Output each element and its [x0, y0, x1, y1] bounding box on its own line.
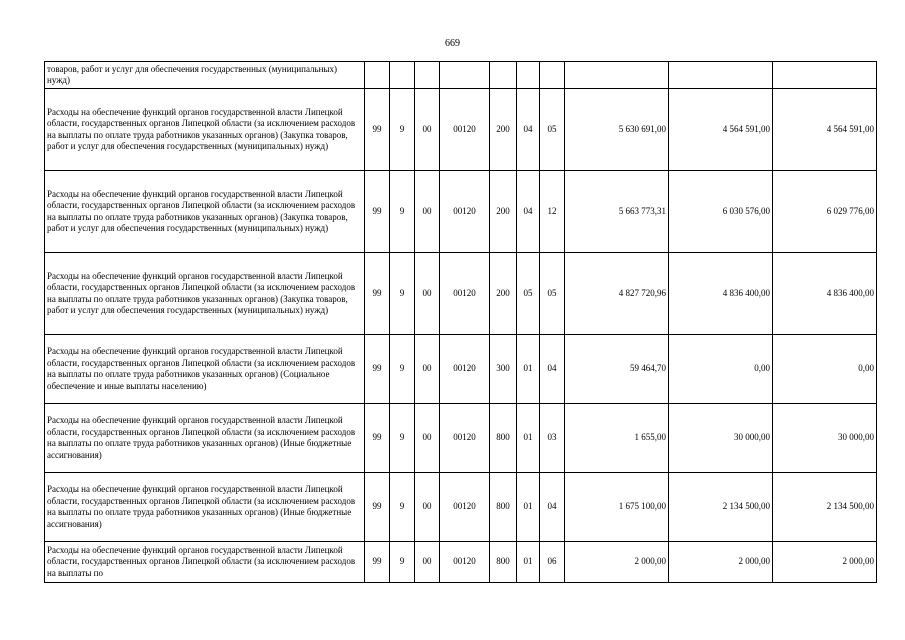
- section-code-cell: 01: [517, 335, 540, 404]
- expense-type-cell: 800: [490, 404, 517, 473]
- row-description: Расходы на обеспечение функций органов государственной власти Липецкой области, государственных органов Липецкой области (за исключением расходов на выплаты по оплате труда работников указанных органов) (Иные бюджетные ассигнования): [45, 473, 365, 542]
- amount-cell-1: 1 675 100,00: [565, 473, 669, 542]
- expense-type-cell: 800: [490, 542, 517, 583]
- direction-code-cell: 00120: [440, 473, 490, 542]
- program-code-cell: 99: [365, 473, 390, 542]
- budget-table: [44, 61, 877, 583]
- section-code-cell: 04: [517, 89, 540, 171]
- amount-cell-3: 2 000,00: [773, 542, 877, 583]
- direction-code-cell: 00120: [440, 171, 490, 253]
- subsection-code-cell: 05: [540, 253, 565, 335]
- amount-cell-1: 59 464,70: [565, 335, 669, 404]
- expense-type-cell: 300: [490, 335, 517, 404]
- amount-cell-3: 6 029 776,00: [773, 171, 877, 253]
- subprogram-code-cell: 9: [390, 404, 415, 473]
- amount-cell-3: 4 836 400,00: [773, 253, 877, 335]
- table-row: [45, 335, 877, 404]
- expense-type-cell: 200: [490, 253, 517, 335]
- direction-code-cell: 00120: [440, 89, 490, 171]
- table-row: [45, 171, 877, 253]
- subprogram-code-cell: 9: [390, 171, 415, 253]
- subsection-code-cell: 05: [540, 89, 565, 171]
- section-code-cell: 01: [517, 542, 540, 583]
- expense-type-cell: 800: [490, 473, 517, 542]
- main-event-code-cell: 00: [415, 542, 440, 583]
- section-code-cell: 05: [517, 253, 540, 335]
- direction-code-cell: 00120: [440, 335, 490, 404]
- program-code-cell: 99: [365, 404, 390, 473]
- amount-cell-1: 1 655,00: [565, 404, 669, 473]
- expense-type-cell: [490, 62, 517, 89]
- main-event-code-cell: [415, 62, 440, 89]
- subprogram-code-cell: [390, 62, 415, 89]
- table-row: [45, 62, 877, 89]
- row-description: товаров, работ и услуг для обеспечения государственных (муниципальных) нужд): [45, 62, 365, 89]
- table-row: [45, 253, 877, 335]
- amount-cell-1: 4 827 720,96: [565, 253, 669, 335]
- direction-code-cell: 00120: [440, 253, 490, 335]
- amount-cell-1: 2 000,00: [565, 542, 669, 583]
- amount-cell-2: 0,00: [669, 335, 773, 404]
- row-description: Расходы на обеспечение функций органов государственной власти Липецкой области, государственных органов Липецкой области (за исключением расходов на выплаты по оплате труда работников указанных органов) (Социальное обеспечение и иные выплаты населению): [45, 335, 365, 404]
- amount-cell-2: 2 134 500,00: [669, 473, 773, 542]
- section-code-cell: 01: [517, 404, 540, 473]
- amount-cell-3: 4 564 591,00: [773, 89, 877, 171]
- amount-cell-3: [773, 62, 877, 89]
- expense-type-cell: 200: [490, 171, 517, 253]
- main-event-code-cell: 00: [415, 171, 440, 253]
- amount-cell-2: 6 030 576,00: [669, 171, 773, 253]
- subsection-code-cell: 06: [540, 542, 565, 583]
- subprogram-code-cell: 9: [390, 542, 415, 583]
- amount-cell-3: 30 000,00: [773, 404, 877, 473]
- subsection-code-cell: 04: [540, 335, 565, 404]
- direction-code-cell: 00120: [440, 404, 490, 473]
- row-description: Расходы на обеспечение функций органов государственной власти Липецкой области, государственных органов Липецкой области (за исключением расходов на выплаты по оплате труда работников указанных органов) (Закупка товаров, работ и услуг для обеспечения государственных (муниципальных) нужд): [45, 171, 365, 253]
- main-event-code-cell: 00: [415, 253, 440, 335]
- amount-cell-2: 4 564 591,00: [669, 89, 773, 171]
- subsection-code-cell: 03: [540, 404, 565, 473]
- program-code-cell: [365, 62, 390, 89]
- amount-cell-2: 30 000,00: [669, 404, 773, 473]
- section-code-cell: [517, 62, 540, 89]
- amount-cell-3: 2 134 500,00: [773, 473, 877, 542]
- amount-cell-1: 5 663 773,31: [565, 171, 669, 253]
- page-number: 669: [445, 38, 460, 49]
- table-row: [45, 473, 877, 542]
- table-row: [45, 89, 877, 171]
- program-code-cell: 99: [365, 171, 390, 253]
- amount-cell-1: 5 630 691,00: [565, 89, 669, 171]
- row-description: Расходы на обеспечение функций органов государственной власти Липецкой области, государственных органов Липецкой области (за исключением расходов на выплаты по оплате труда работников указанных органов) (Закупка товаров, работ и услуг для обеспечения государственных (муниципальных) нужд): [45, 89, 365, 171]
- program-code-cell: 99: [365, 542, 390, 583]
- amount-cell-2: 4 836 400,00: [669, 253, 773, 335]
- section-code-cell: 01: [517, 473, 540, 542]
- amount-cell-1: [565, 62, 669, 89]
- subprogram-code-cell: 9: [390, 335, 415, 404]
- subprogram-code-cell: 9: [390, 473, 415, 542]
- program-code-cell: 99: [365, 335, 390, 404]
- program-code-cell: 99: [365, 89, 390, 171]
- main-event-code-cell: 00: [415, 335, 440, 404]
- amount-cell-2: [669, 62, 773, 89]
- table-row: [45, 404, 877, 473]
- direction-code-cell: 00120: [440, 542, 490, 583]
- subprogram-code-cell: 9: [390, 89, 415, 171]
- row-description: Расходы на обеспечение функций органов государственной власти Липецкой области, государственных органов Липецкой области (за исключением расходов на выплаты по оплате труда работников указанных органов) (Иные бюджетные ассигнования): [45, 404, 365, 473]
- main-event-code-cell: 00: [415, 473, 440, 542]
- subprogram-code-cell: 9: [390, 253, 415, 335]
- direction-code-cell: [440, 62, 490, 89]
- main-event-code-cell: 00: [415, 89, 440, 171]
- row-description: Расходы на обеспечение функций органов государственной власти Липецкой области, государственных органов Липецкой области (за исключением расходов на выплаты по: [45, 542, 365, 583]
- section-code-cell: 04: [517, 171, 540, 253]
- amount-cell-2: 2 000,00: [669, 542, 773, 583]
- table-row: [45, 542, 877, 583]
- amount-cell-3: 0,00: [773, 335, 877, 404]
- row-description: Расходы на обеспечение функций органов государственной власти Липецкой области, государственных органов Липецкой области (за исключением расходов на выплаты по оплате труда работников указанных органов) (Закупка товаров, работ и услуг для обеспечения государственных (муниципальных) нужд): [45, 253, 365, 335]
- subsection-code-cell: [540, 62, 565, 89]
- subsection-code-cell: 04: [540, 473, 565, 542]
- subsection-code-cell: 12: [540, 171, 565, 253]
- main-event-code-cell: 00: [415, 404, 440, 473]
- program-code-cell: 99: [365, 253, 390, 335]
- expense-type-cell: 200: [490, 89, 517, 171]
